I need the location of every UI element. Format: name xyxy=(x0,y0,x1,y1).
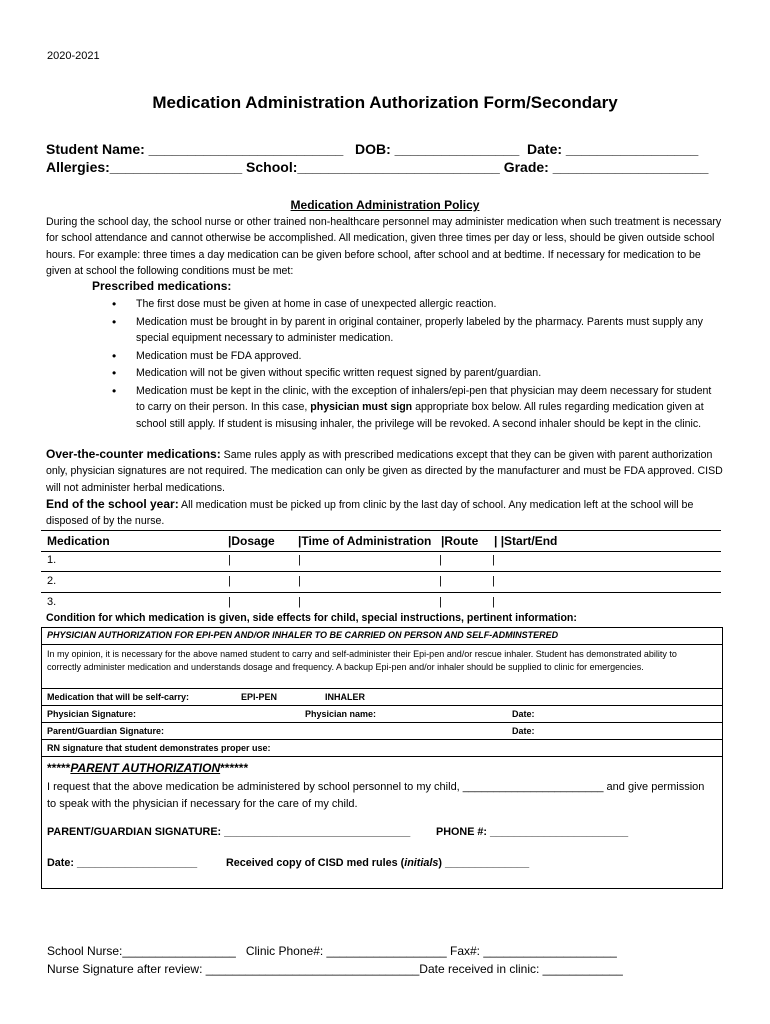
physician-name-label: Physician name: xyxy=(305,709,377,719)
prescribed-rules-list xyxy=(112,296,722,433)
received-initials: initials xyxy=(404,857,439,869)
list-item: • The first dose must be given at home in case of unexpected allergic reaction. xyxy=(112,296,722,313)
cell-sep: | xyxy=(228,554,231,566)
condition-label: Condition for which medication is given, side effects for child, special instructions, pertinent information: xyxy=(46,612,577,624)
parent-auth-title: PARENT AUTHORIZATION xyxy=(70,761,221,775)
row-number: 2. xyxy=(47,575,57,587)
authorization-box xyxy=(41,627,723,889)
parent-auth-heading xyxy=(47,761,248,775)
parent-signature-label: Parent/Guardian Signature: xyxy=(47,726,165,736)
self-carry-label: Medication that will be self-carry: xyxy=(47,692,190,702)
date-label: Date: xyxy=(512,709,535,719)
list-item xyxy=(112,383,722,433)
parent-auth-statement: I request that the above medication be administered by school personnel to my child, _______________________ and give permission to speak with the physician if necessary for the care of my child. xyxy=(47,781,705,810)
received-text-a: Received copy of CISD med rules ( xyxy=(226,857,405,869)
physician-heading: PHYSICIAN AUTHORIZATION FOR EPI-PEN AND/OR INHALER TO BE CARRIED ON PERSON AND SELF-ADMINSTERED xyxy=(47,630,559,640)
physician-signature-label: Physician Signature: xyxy=(47,709,137,719)
rn-signature-row[interactable] xyxy=(42,740,722,757)
eoy-paragraph xyxy=(46,496,726,530)
physician-statement: In my opinion, it is necessary for the above named student to carry and self-administer their Epi-pen and/or rescue inhaler. Student has demonstrated ability to correctly administer medication and understands dosage and frequency. A backup Epi-pen and/or inhaler should be supplied to clinic for emergencies. xyxy=(47,649,677,672)
cell-sep: | xyxy=(228,596,231,608)
eoy-text: All medication must be picked up from clinic by the last day of school. Any medication left at the school will be disposed of by the nurse. xyxy=(46,499,694,528)
cell-sep: | xyxy=(439,554,442,566)
parent-signature-row[interactable] xyxy=(42,723,722,740)
bullet5-bold: physician must sign xyxy=(310,401,413,413)
cell-sep: | xyxy=(439,596,442,608)
inhaler-option[interactable]: INHALER xyxy=(325,692,365,702)
school-nurse-line[interactable]: School Nurse:_________________ Clinic Phone#: __________________ Fax#: ____________________ xyxy=(47,944,617,958)
col-start-end: | |Start/End xyxy=(494,534,558,548)
list-item: • Medication must be FDA approved. xyxy=(112,348,722,365)
parent-signature-line[interactable]: PARENT/GUARDIAN SIGNATURE: _______________________________ xyxy=(47,826,411,838)
date-label: Date: xyxy=(512,726,535,736)
table-row[interactable] xyxy=(41,572,721,593)
student-info-line: Student Name: _________________________ DOB: ________________ Date: _________________ xyxy=(46,141,699,157)
self-carry-row[interactable] xyxy=(42,689,722,706)
bullet5-text-a: Medication must be kept in the clinic, with the exception of inhalers/epi-pen that physician may deem necessary for student to carry on their person. In this case, xyxy=(136,384,712,413)
date-line[interactable]: Date: ____________________ xyxy=(47,857,198,869)
list-item: • Medication must be brought in by parent in original container, properly labeled by the pharmacy. Parents must supply any special equipment necessary to administer medication. xyxy=(112,314,722,347)
bullet5-text-b: appropriate box below. All rules regarding medication given at school still apply. If student is misusing inhaler, the privilege will be revoked. A second inhaler should be kept in the clinic. xyxy=(136,401,704,430)
cell-sep: | xyxy=(298,554,301,566)
col-route: |Route xyxy=(441,534,479,548)
policy-intro xyxy=(46,214,726,280)
otc-text: Same rules apply as with prescribed medications except that they can be given with parent authorization only, physician signatures are not required. The medication can only be given as directed by the manufacturer and must be FDA approved. CISD will not administer herbal medications. xyxy=(46,449,723,494)
list-item: • Medication will not be given without specific written request signed by parent/guardian. xyxy=(112,365,722,382)
school-year: 2020-2021 xyxy=(47,50,100,62)
physician-heading-row xyxy=(42,628,722,645)
col-medication: Medication xyxy=(47,534,110,548)
table-row[interactable] xyxy=(41,593,721,613)
stars-right: ****** xyxy=(220,761,249,775)
otc-heading: Over-the-counter medications: xyxy=(46,447,221,461)
epipen-option[interactable]: EPI-PEN xyxy=(241,692,278,702)
row-number: 3. xyxy=(47,596,57,608)
received-text-b: ) ______________ xyxy=(438,857,530,869)
received-rules-line[interactable] xyxy=(226,857,529,869)
cell-sep: | xyxy=(492,554,495,566)
policy-intro-text: , the school nurse or other trained non-healthcare personnel may administer medication when such treatment is necessary for school attendance and cannot otherwise be accomplished. All medication, given three times per day or less, should be given outside school hours. For example: three times a day medication can be given before school, after school and at bedtime. If necessary for medication to be given at school the following conditions must be met: xyxy=(46,216,722,278)
phone-line[interactable]: PHONE #: _______________________ xyxy=(436,826,629,838)
prescribed-heading: Prescribed medications: xyxy=(92,279,232,293)
cell-sep: | xyxy=(298,575,301,587)
policy-title: Medication Administration Policy xyxy=(290,198,480,212)
cell-sep: | xyxy=(228,575,231,587)
col-time: |Time of Administration xyxy=(298,534,432,548)
physician-statement-row xyxy=(42,645,722,689)
physician-signature-row[interactable] xyxy=(42,706,722,723)
stars-left: ***** xyxy=(47,761,71,775)
table-header-row xyxy=(41,530,721,552)
table-row[interactable] xyxy=(41,551,721,572)
row-number: 1. xyxy=(47,554,57,566)
rn-signature-label: RN signature that student demonstrates proper use: xyxy=(47,743,271,753)
cell-sep: | xyxy=(492,596,495,608)
cell-sep: | xyxy=(439,575,442,587)
eoy-heading: End of the school year: xyxy=(46,497,179,511)
col-dosage: |Dosage xyxy=(228,534,275,548)
allergies-info-line: Allergies:_________________ School:__________________________ Grade: ____________________ xyxy=(46,159,709,175)
otc-paragraph xyxy=(46,446,726,496)
cell-sep: | xyxy=(492,575,495,587)
cell-sep: | xyxy=(298,596,301,608)
policy-intro-lead: During the school day xyxy=(46,216,148,228)
nurse-signature-line[interactable]: Nurse Signature after review: ________________________________Date received in clinic: ____________ xyxy=(47,962,623,976)
form-title: Medication Administration Authorization Form/Secondary xyxy=(152,93,618,112)
